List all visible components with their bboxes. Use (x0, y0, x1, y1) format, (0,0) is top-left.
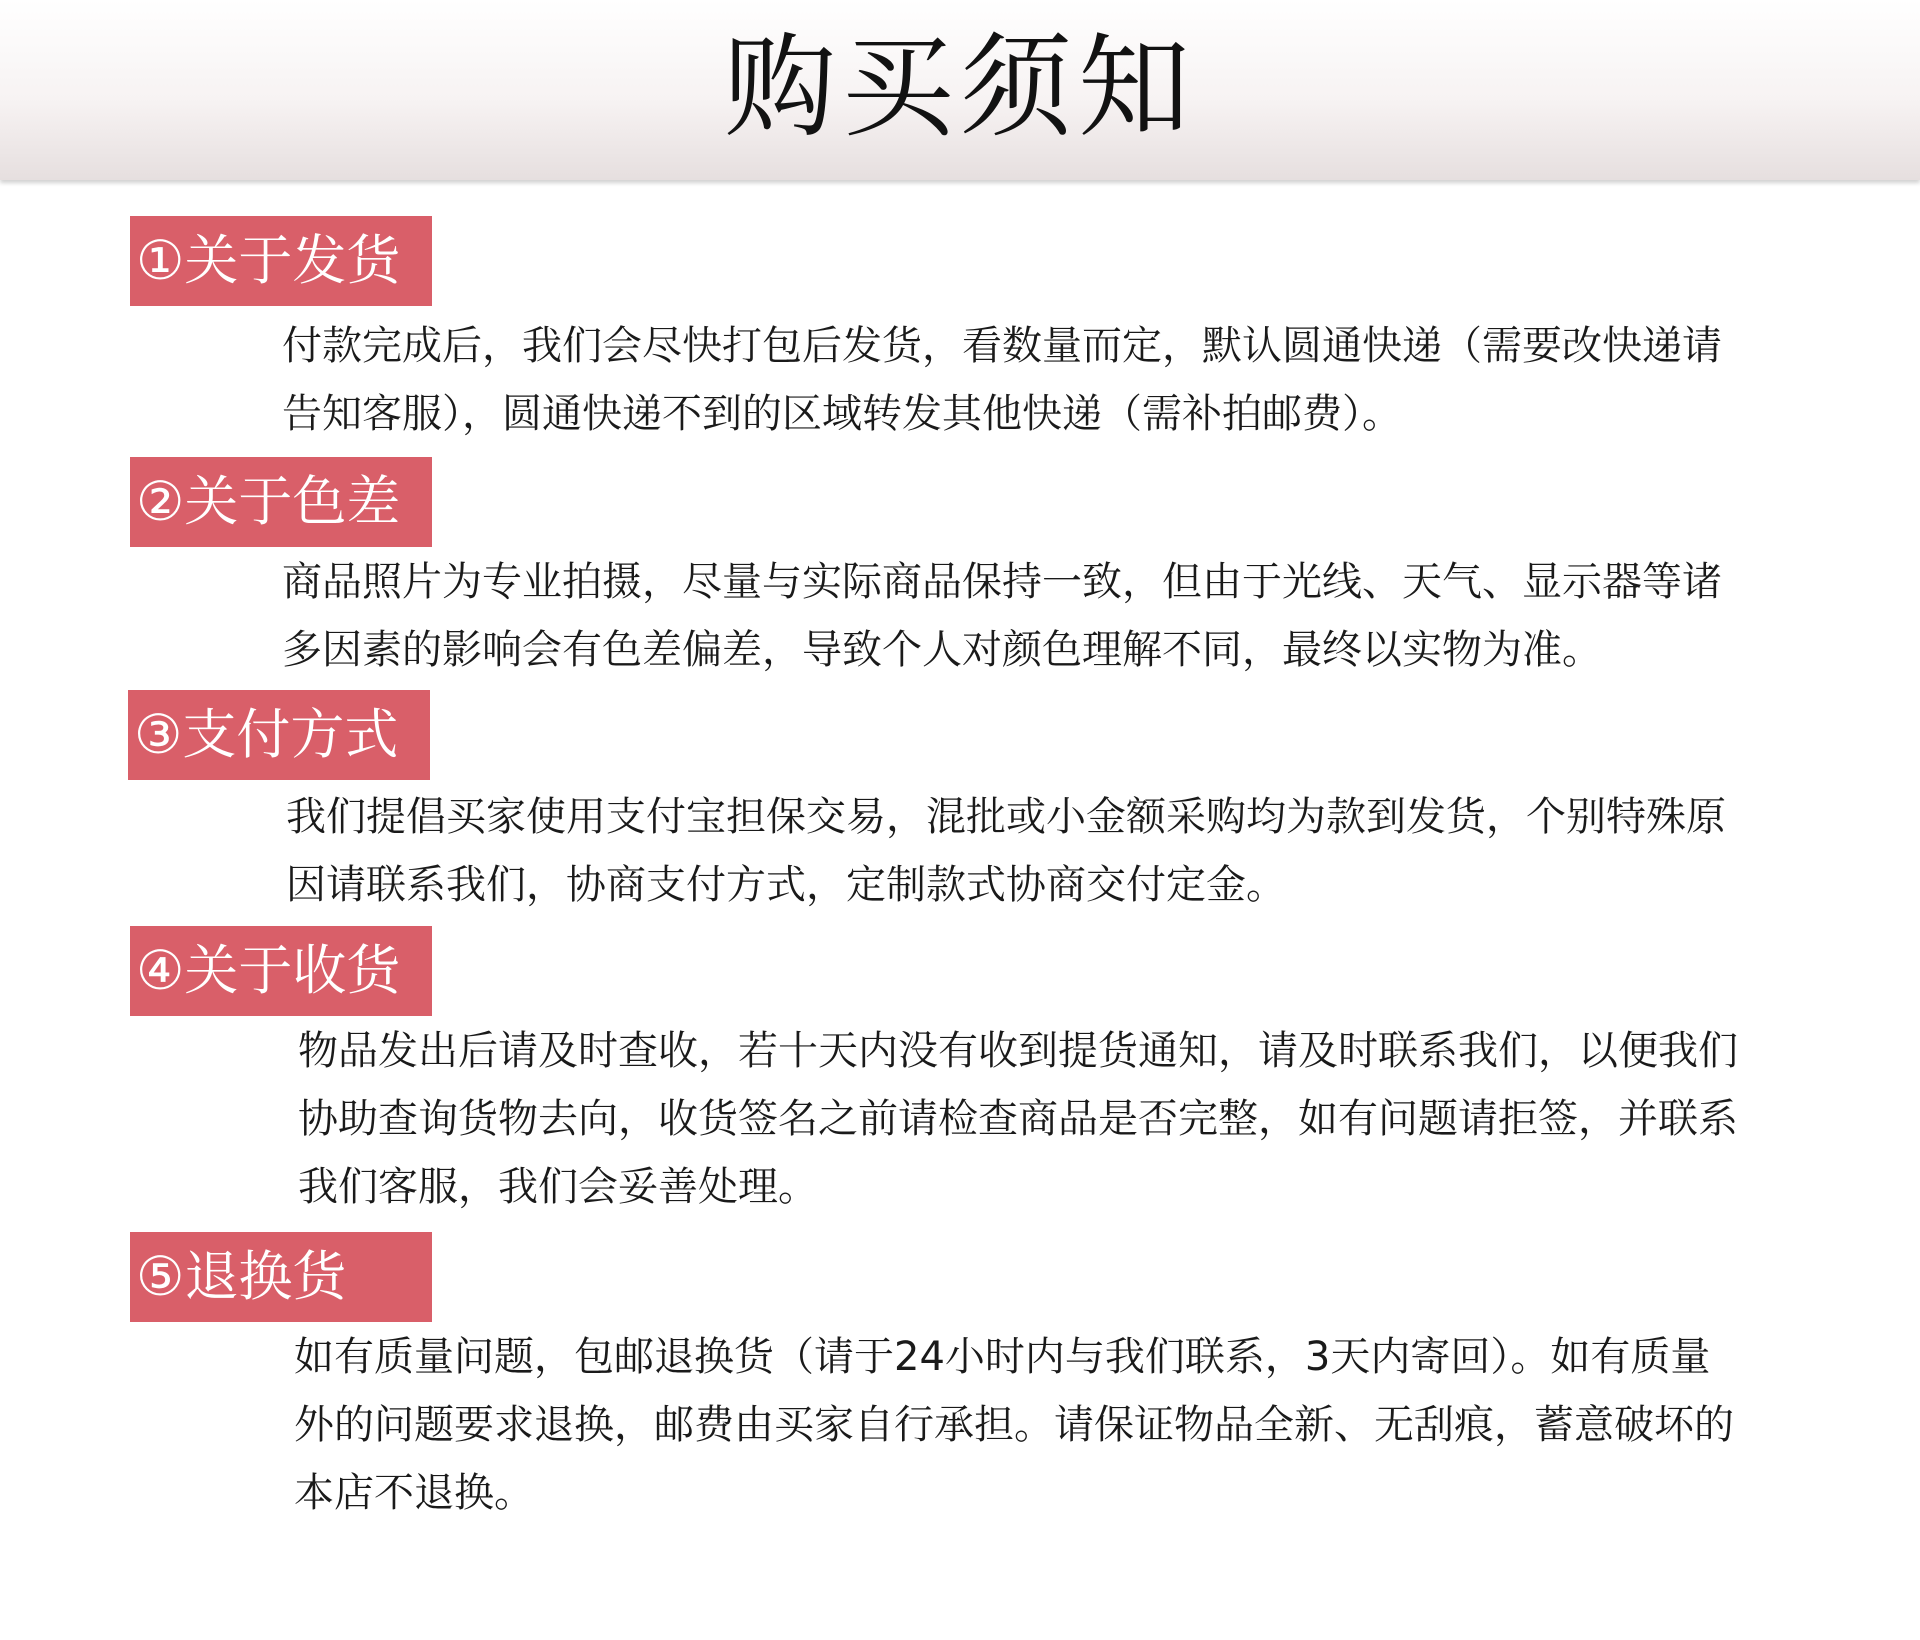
section-heading-payment: ③支付方式 (128, 690, 430, 780)
section-body-shipping: 付款完成后，我们会尽快打包后发货，看数量而定，默认圆通快递（需要改快递请 告知客服），圆通快递不到的区域转发其他快递（需补拍邮费）。 (282, 323, 1722, 437)
section-heading-returns: ⑤退换货 (130, 1232, 432, 1322)
page-header (0, 0, 1920, 180)
section-heading-receiving: ④关于收货 (130, 926, 432, 1016)
page-title: 购买须知 (724, 23, 1196, 153)
section-body-color-difference: 商品照片为专业拍摄，尽量与实际商品保持一致，但由于光线、天气、显示器等诸 多因素的影响会有色差偏差，导致个人对颜色理解不同，最终以实物为准。 (282, 559, 1722, 673)
section-heading-shipping: ①关于发货 (130, 216, 432, 306)
section-body-returns: 如有质量问题，包邮退换货（请于24小时内与我们联系，3天内寄回）。如有质量 外的问题要求退换，邮费由买家自行承担。请保证物品全新、无刮痕，蓄意破坏的 本店不退换。 (294, 1334, 1734, 1516)
section-body-payment: 我们提倡买家使用支付宝担保交易，混批或小金额采购均为款到发货，个别特殊原 因请联系我们，协商支付方式，定制款式协商交付定金。 (286, 794, 1726, 908)
section-heading-color-difference: ②关于色差 (130, 457, 432, 547)
section-body-receiving: 物品发出后请及时查收，若十天内没有收到提货通知，请及时联系我们，以便我们 协助查询货物去向，收货签名之前请检查商品是否完整，如有问题请拒签，并联系 我们客服，我们会妥善处理。 (298, 1028, 1738, 1210)
